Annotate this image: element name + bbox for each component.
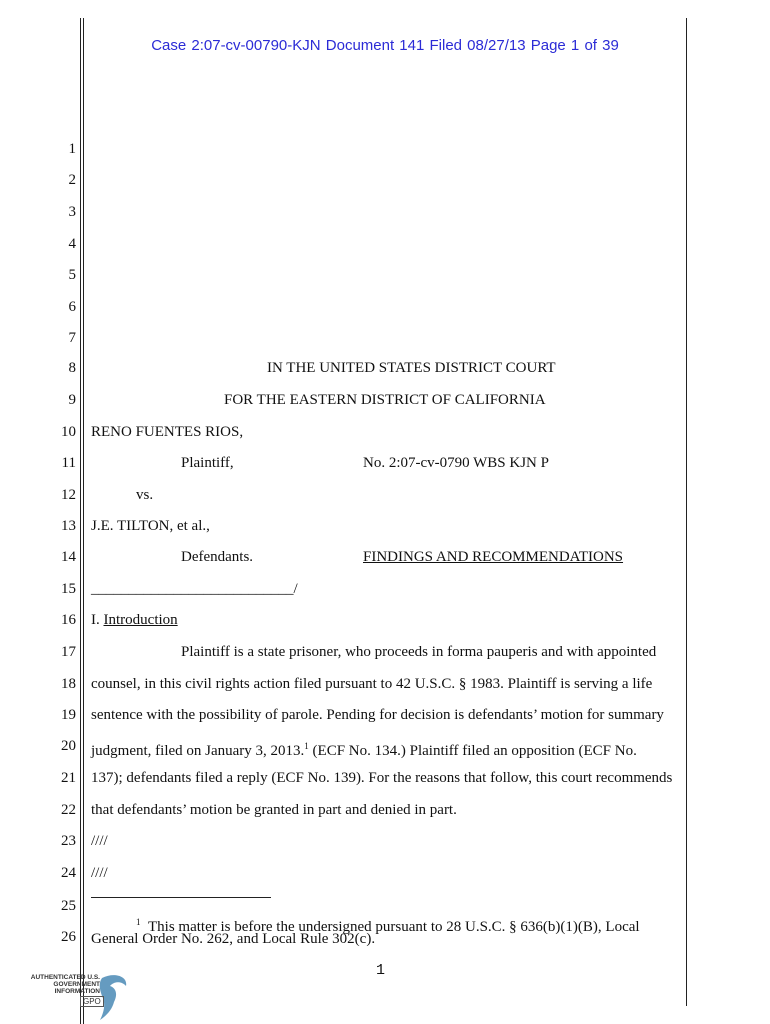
line-number: 24 <box>61 865 76 881</box>
line-number: 11 <box>61 455 76 471</box>
line-number: 4 <box>68 236 76 252</box>
slash-line-2: //// <box>91 865 108 881</box>
page-number: 1 <box>376 962 386 979</box>
line-number: 17 <box>61 644 76 660</box>
gpo-authentication-text: AUTHENTICATED U.S. GOVERNMENT INFORMATION <box>30 974 100 995</box>
section-number: I. <box>91 612 100 628</box>
body-line-4-start: judgment, filed on January 3, 2013. <box>91 743 305 759</box>
line-number: 19 <box>61 707 76 723</box>
gpo-mark: GPO <box>80 996 104 1007</box>
line-number: 20 <box>61 738 76 754</box>
defendant-role: Defendants. <box>181 549 254 565</box>
line-number: 13 <box>61 518 76 534</box>
body-line-6: that defendants’ motion be granted in part and denied in part. <box>91 802 457 818</box>
line-number: 21 <box>61 770 76 786</box>
footnote-rule <box>91 897 271 898</box>
right-margin-rule <box>686 18 687 1006</box>
line-number: 23 <box>61 833 76 849</box>
document-title: FINDINGS AND RECOMMENDATIONS <box>363 549 624 565</box>
line-number: 3 <box>68 204 76 220</box>
line-number: 9 <box>68 392 76 408</box>
versus: vs. <box>136 487 154 503</box>
line-number: 7 <box>68 330 76 346</box>
line-number: 25 <box>61 898 76 914</box>
body-line-2: counsel, in this civil rights action filed pursuant to 42 U.S.C. § 1983. Plaintiff is serving a life <box>91 676 653 692</box>
line-number: 22 <box>61 802 76 818</box>
line-number: 2 <box>68 172 76 188</box>
line-number: 5 <box>68 267 76 283</box>
plaintiff-role: Plaintiff, <box>181 455 234 471</box>
line-number: 10 <box>61 424 76 440</box>
body-line-3: sentence with the possibility of parole. Pending for decision is defendants’ motion for summary <box>91 707 664 723</box>
slash-line-1: //// <box>91 833 108 849</box>
section-title: Introduction <box>103 612 178 628</box>
left-margin-rule-2 <box>83 18 84 1024</box>
body-line-5: 137); defendants filed a reply (ECF No. 139). For the reasons that follow, this court recommends <box>91 770 673 786</box>
case-header: Case 2:07-cv-00790-KJN Document 141 Filed 08/27/13 Page 1 of 39 <box>151 37 619 54</box>
line-number: 18 <box>61 676 76 692</box>
footnote-marker: 1 <box>136 917 141 927</box>
line-number: 1 <box>68 141 76 157</box>
court-title-line2: FOR THE EASTERN DISTRICT OF CALIFORNIA <box>224 392 546 408</box>
footnote-text-1: This matter is before the undersigned pursuant to 28 U.S.C. § 636(b)(1)(B), Local <box>148 919 640 935</box>
line-number: 14 <box>61 549 76 565</box>
body-line-4-end: (ECF No. 134.) Plaintiff filed an opposition (ECF No. <box>308 743 637 759</box>
caption-divider: ___________________________/ <box>91 581 298 597</box>
line-number: 26 <box>61 929 76 945</box>
line-number: 16 <box>61 612 76 628</box>
body-line-4 <box>91 737 637 760</box>
section-heading <box>91 611 178 629</box>
plaintiff-name: RENO FUENTES RIOS, <box>91 424 244 440</box>
line-number: 12 <box>61 487 76 503</box>
line-number: 6 <box>68 299 76 315</box>
left-margin-rule-1 <box>80 18 81 1024</box>
court-title-line1: IN THE UNITED STATES DISTRICT COURT <box>267 360 556 376</box>
defendant-name: J.E. TILTON, et al., <box>91 518 210 534</box>
footnote-line-2: General Order No. 262, and Local Rule 302(c). <box>91 931 376 947</box>
line-number: 15 <box>61 581 76 597</box>
line-number: 8 <box>68 360 76 376</box>
body-line-1: Plaintiff is a state prisoner, who proceeds in forma pauperis and with appointed <box>181 644 657 660</box>
case-number: No. 2:07-cv-0790 WBS KJN P <box>363 455 549 471</box>
footnote-ref: 1 <box>304 741 309 751</box>
